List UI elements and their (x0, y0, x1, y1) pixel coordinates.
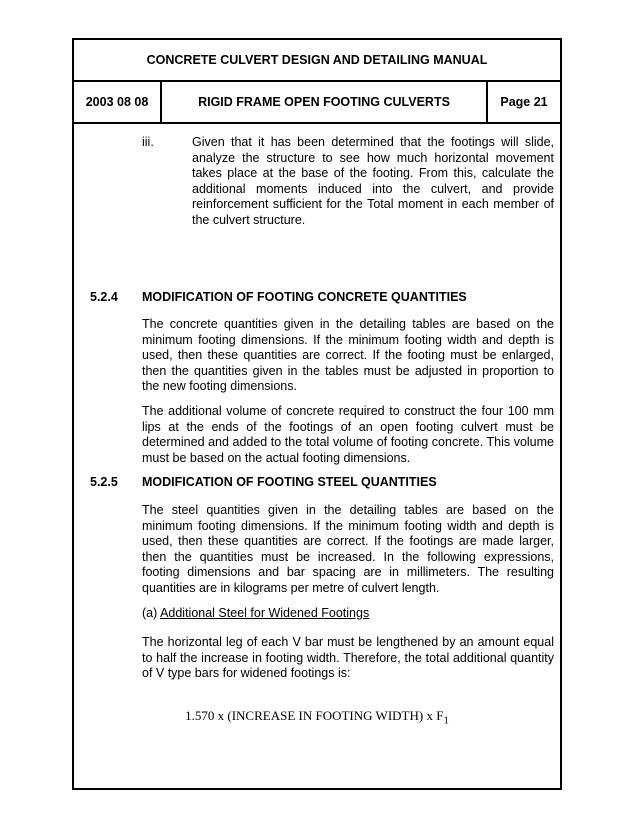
subsection-heading (142, 606, 554, 622)
section-title-525: MODIFICATION OF FOOTING STEEL QUANTITIES (142, 475, 437, 489)
document-date: 2003 08 08 (74, 82, 162, 122)
page-frame (72, 38, 562, 790)
page-number: Page 21 (500, 95, 548, 109)
steel-formula (74, 708, 560, 729)
section-title-524: MODIFICATION OF FOOTING CONCRETE QUANTITIES (142, 290, 467, 304)
list-item-text: Given that it has been determined that the footings will slide, analyze the structure to see how much horizontal movement takes place at the base of the footing. From this, calculate the additional moments induced into the culvert, and provide reinforcement sufficient for the Total moment in each member of the culvert structure. (192, 135, 554, 227)
section-number-525: 5.2.5 (90, 475, 118, 489)
section-525-paragraph-1: The steel quantities given in the detailing tables are based on the minimum footing dimensions. If the minimum footing width and depth is used, then these quantities are correct. If the footings are made larger, then the quantities must be increased. In the following expressions, footing dimensions and bar spacing are in millimeters. The resulting quantities are in kilograms per metre of culvert length. (142, 503, 554, 595)
list-marker: iii. (142, 135, 154, 149)
subsection-title: Additional Steel for Widened Footings (160, 606, 370, 620)
section-524-paragraph-1: The concrete quantities given in the detailing tables are based on the minimum footing dimensions. If the minimum footing width and depth is used, then these quantities are correct. If the footing must be enlarged, then the quantities given in the tables must be adjusted in proportion to the new footing dimensions. (142, 317, 554, 394)
section-525-paragraph-2: The horizontal leg of each V bar must be lengthened by an amount equal to half the increase in footing width. Therefore, the total additional quantity of V type bars for widened footings is: (142, 635, 554, 681)
section-number-524: 5.2.4 (90, 290, 118, 304)
header-row (74, 82, 560, 124)
manual-title: CONCRETE CULVERT DESIGN AND DETAILING MANUAL (74, 40, 560, 82)
subsection-prefix: (a) (142, 606, 161, 620)
section-524-paragraph-2: The additional volume of concrete required to construct the four 100 mm lips at the ends of the footings of an open footing culvert must be determined and added to the total volume of footing concrete. This volume must be based on the actual footing dimensions. (142, 404, 554, 465)
formula-expression: 1.570 x (INCREASE IN FOOTING WIDTH) x F (185, 708, 444, 723)
formula-subscript: 1 (443, 714, 449, 727)
chapter-title: RIGID FRAME OPEN FOOTING CULVERTS (162, 82, 488, 122)
